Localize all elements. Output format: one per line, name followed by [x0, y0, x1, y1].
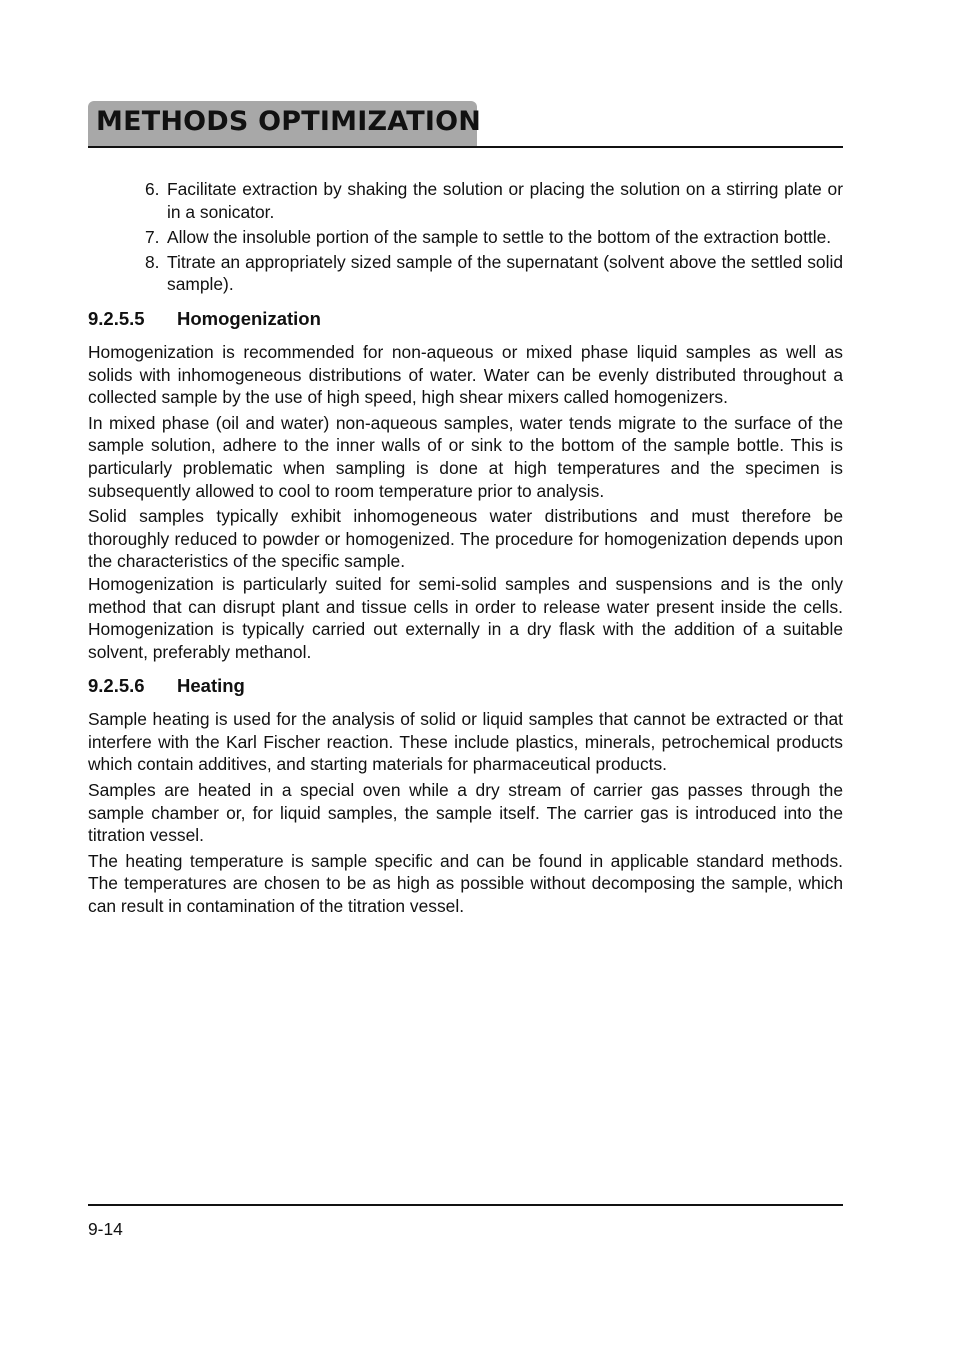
step-number: 8.	[145, 251, 160, 272]
step-text: Facilitate extraction by shaking the solution or placing the solution on a stirring plate or in a sonicator.	[167, 179, 843, 222]
step-number: 6.	[145, 179, 160, 199]
procedure-steps	[88, 178, 843, 296]
step-text: Titrate an appropriately sized sample of the supernatant (solvent above the settled solid sample).	[167, 251, 843, 295]
section-number: 9.2.5.5	[88, 307, 145, 329]
header-rule	[88, 146, 843, 148]
section-number: 9.2.5.6	[88, 675, 145, 697]
step-text: Allow the insoluble portion of the sample to settle to the bottom of the extraction bottle.	[167, 226, 832, 247]
paragraph: Solid samples typically exhibit inhomogeneous water distributions and must therefore be thoroughly reduced to powder or homogenized. The procedure for homogenization depends upon the characteristics of the specific sample.	[88, 506, 843, 572]
section-title: Homogenization	[177, 307, 321, 329]
section-heading-heating	[88, 674, 843, 698]
paragraph: The heating temperature is sample specific and can be found in applicable standard methods. The temperatures are chosen to be as high as possible without decomposing the sample, which can result in contamination of the titration vessel.	[88, 850, 843, 917]
step-number: 7.	[145, 226, 160, 247]
list-item	[88, 251, 843, 296]
paragraph: In mixed phase (oil and water) non-aqueous samples, water tends migrate to the surface of the sample solution, adhere to the inner walls of or sink to the bottom of the sample bottle. This is particularly problematic when sampling is done at high temperatures and the specimen is subsequently allowed to cool to room temperature prior to analysis.	[88, 412, 843, 501]
section-title: Heating	[177, 675, 245, 697]
chapter-title: METHODS OPTIMIZATION	[96, 106, 482, 137]
paragraph: Samples are heated in a special oven while a dry stream of carrier gas passes through the sample chamber or, for liquid samples, the sample itself. The carrier gas is introduced into the titration vessel.	[88, 780, 843, 846]
page-number: 9-14	[88, 1219, 123, 1239]
footer-rule	[88, 1204, 843, 1206]
list-item	[88, 226, 843, 249]
paragraph: Sample heating is used for the analysis of solid or liquid samples that cannot be extracted or that interfere with the Karl Fischer reaction. These include plastics, minerals, petrochemical products which contain additives, and starting materials for pharmaceutical products.	[88, 709, 843, 775]
paragraph: Homogenization is particularly suited for semi-solid samples and suspensions and is the only method that can disrupt plant and tissue cells in order to release water present inside the cells. Homogenization is typically carried out externally in a dry flask with the addition of a suitable solvent, preferably methanol.	[88, 573, 843, 662]
section-heading-homogenization	[88, 307, 843, 331]
paragraph: Homogenization is recommended for non-aqueous or mixed phase liquid samples as well as solids with inhomogeneous distributions of water. Water can be evenly distributed throughout a collected sample by the use of high speed, high shear mixers called homogenizers.	[88, 341, 843, 408]
page-content	[88, 178, 843, 921]
list-item	[88, 178, 843, 223]
